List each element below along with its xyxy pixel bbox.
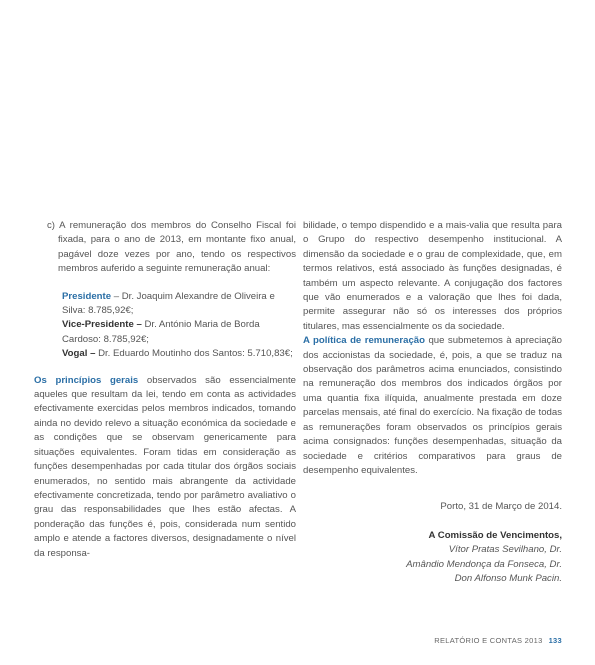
member-detail: Dr. Eduardo Moutinho dos Santos: 5.710,83€; [95,348,293,360]
member-vogal [62,347,296,361]
member-president [62,290,296,319]
report-title: RELATÓRIO E CONTAS 2013 [434,636,543,645]
page-number: 133 [548,636,562,645]
left-column [34,219,296,561]
signature-date: Porto, 31 de Março de 2014. [440,501,562,512]
policy-lead: A política de remuneração [303,335,425,347]
member-detail: Dr. António Maria de Borda Cardoso: 8.785,92€; [62,319,260,345]
council-members-list [34,290,296,362]
signatory-name: Amândio Mendonça da Fonseca, Dr. [406,558,562,570]
item-c-paragraph: c) A remuneração dos membros do Conselho Fiscal foi fixada, para o ano de 2013, em montante fixo anual, pagável doze vezes por ano, tendo os respectivos membros auferido a seguinte remuneração anual: [47,220,296,275]
member-role: Presidente [62,290,112,302]
member-role: Vogal – [62,348,96,360]
policy-paragraph [303,334,562,478]
member-detail: – Dr. Joaquim Alexandre de Oliveira e Silva: 8.785,92€; [62,290,275,317]
principles-text: observados são essencialmente aqueles que resultam da lei, tendo em conta as actividades efectivamente exercidas pelos membros indicados, tomando ainda no devido relevo a situação económica da sociedade e as condições que se observam genericamente para situações equivalentes. Foram tidas em consideração as funções desempenhadas por cada titular dos órgãos sociais enumerados, no sentido mais abrangente da actividade efectivamente concretizada, tendo por parâmetro avaliativo o grau das responsabilidades que lhes estão afectas. A ponderação das funções é, pois, considerada num sentido amplo e atende a factores diversos, designadamente o nível da responsa- [34,374,296,559]
right-column [303,219,562,478]
signatory-name: Vítor Pratas Sevilhano, Dr. [448,544,562,556]
principles-lead: Os princípios gerais [34,374,139,386]
principles-paragraph [34,374,296,561]
committee-title: A Comissão de Vencimentos, [428,530,562,541]
member-role: Vice-Presidente – [62,319,142,331]
continuation-paragraph: bilidade, o tempo dispendido e a mais-valia que resulta para o Grupo do respectivo desempenho institucional. A dimensão da sociedade e o grau de complexidade, que, em termos relativos, está associado às funções designadas, é também um aspecto relevante. A conjugação dos factores que vão enumerados e a valoração que lhes foi dada, permite assegurar não só os interesses dos próprios titulares, mas essencialmente os da sociedade. [303,220,562,332]
policy-text: que submetemos à apreciação dos accionistas da sociedade, é, pois, a que se traduz na observação dos parâmetros acima enunciados, consistindo na remuneração dos membros dos indicados órgãos por uma quantia fixa ilíquida, anualmente prestada em doze parcelas mensais, até final do exercício. Na fixação de todas as remunerações foram observados os princípios gerais acima consignados: funções desempenhadas, situação da sociedade e critérios comparativos para graus de desempenho equivalentes. [303,335,563,476]
page-footer [300,636,562,645]
signature-block [303,529,562,587]
member-vice-president [62,318,296,347]
signatory-name: Don Alfonso Munk Pacin. [454,573,562,585]
